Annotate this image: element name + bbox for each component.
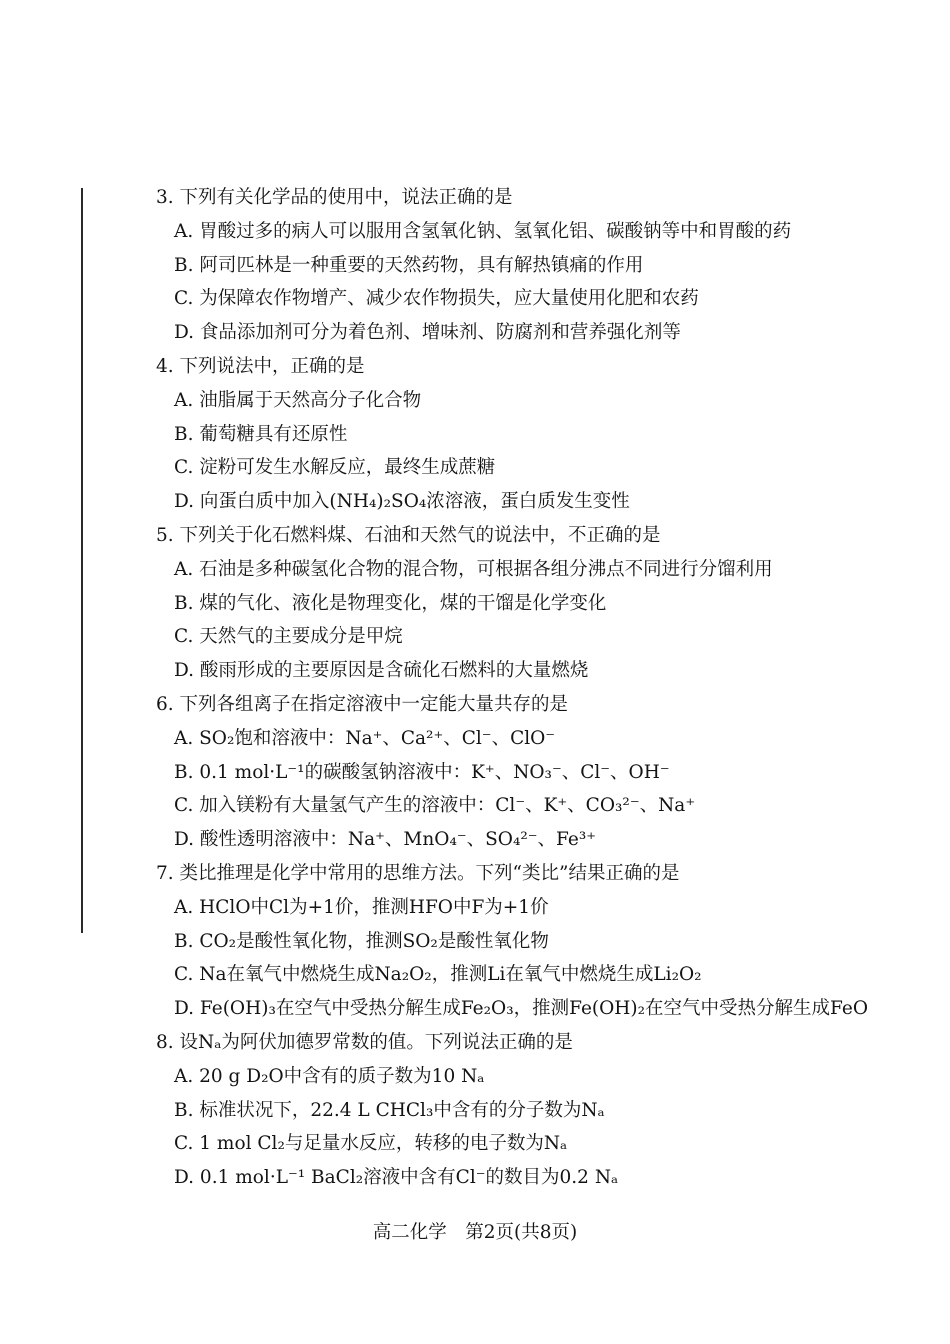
option-a: A. HClO中Cl为+1价，推测HFO中F为+1价 xyxy=(174,896,549,918)
option-a: A. 20 g D₂O中含有的质子数为10 Nₐ xyxy=(174,1065,485,1087)
option-d: D. 0.1 mol·L⁻¹ BaCl₂溶液中含有Cl⁻的数目为0.2 Nₐ xyxy=(174,1167,619,1189)
question-stem: 6. 下列各组离子在指定溶液中一定能大量共存的是 xyxy=(156,694,569,715)
option-d: D. 向蛋白质中加入(NH₄)₂SO₄浓溶液，蛋白质发生变性 xyxy=(174,491,630,513)
question-stem: 8. 设Nₐ为阿伏加德罗常数的值。下列说法正确的是 xyxy=(156,1032,573,1053)
question-stem: 7. 类比推理是化学中常用的思维方法。下列“类比”结果正确的是 xyxy=(156,863,680,884)
page-footer: 高二化学 第2页(共8页) xyxy=(372,1222,578,1243)
option-c: C. 1 mol Cl₂与足量水反应，转移的电子数为Nₐ xyxy=(174,1133,568,1155)
option-b: B. CO₂是酸性氧化物，推测SO₂是酸性氧化物 xyxy=(174,930,549,952)
option-c: C. 为保障农作物增产、减少农作物损失，应大量使用化肥和农药 xyxy=(174,288,699,310)
option-a: A. 石油是多种碳氢化合物的混合物，可根据各组分沸点不同进行分馏利用 xyxy=(174,558,773,580)
option-b: B. 葡萄糖具有还原性 xyxy=(174,423,348,445)
option-d: D. 酸性透明溶液中：Na⁺、MnO₄⁻、SO₄²⁻、Fe³⁺ xyxy=(174,829,597,851)
option-a: A. SO₂饱和溶液中：Na⁺、Ca²⁺、Cl⁻、ClO⁻ xyxy=(174,727,556,749)
question-stem: 3. 下列有关化学品的使用中，说法正确的是 xyxy=(156,187,513,208)
question-stem: 4. 下列说法中，正确的是 xyxy=(156,356,365,377)
question-stem: 5. 下列关于化石燃料煤、石油和天然气的说法中，不正确的是 xyxy=(156,525,661,546)
option-c: C. 天然气的主要成分是甲烷 xyxy=(174,626,403,648)
option-c: C. 加入镁粉有大量氢气产生的溶液中：Cl⁻、K⁺、CO₃²⁻、Na⁺ xyxy=(174,795,696,817)
option-d: D. 酸雨形成的主要原因是含硫化石燃料的大量燃烧 xyxy=(174,660,589,682)
option-c: C. 淀粉可发生水解反应，最终生成蔗糖 xyxy=(174,457,496,479)
option-b: B. 0.1 mol·L⁻¹的碳酸氢钠溶液中：K⁺、NO₃⁻、Cl⁻、OH⁻ xyxy=(174,761,670,783)
option-d: D. 食品添加剂可分为着色剂、增味剂、防腐剂和营养强化剂等 xyxy=(174,322,681,344)
option-a: A. 胃酸过多的病人可以服用含氢氧化钠、氢氧化铝、碳酸钠等中和胃酸的药 xyxy=(174,220,792,242)
option-b: B. 标准状况下，22.4 L CHCl₃中含有的分子数为Nₐ xyxy=(174,1099,605,1121)
option-a: A. 油脂属于天然高分子化合物 xyxy=(174,389,422,411)
option-c: C. Na在氧气中燃烧生成Na₂O₂，推测Li在氧气中燃烧生成Li₂O₂ xyxy=(174,964,702,986)
margin-rule xyxy=(81,188,83,933)
option-b: B. 阿司匹林是一种重要的天然药物，具有解热镇痛的作用 xyxy=(174,254,644,276)
option-b: B. 煤的气化、液化是物理变化，煤的干馏是化学变化 xyxy=(174,592,607,614)
option-d: D. Fe(OH)₃在空气中受热分解生成Fe₂O₃，推测Fe(OH)₂在空气中受热分解生成FeO xyxy=(174,998,868,1020)
